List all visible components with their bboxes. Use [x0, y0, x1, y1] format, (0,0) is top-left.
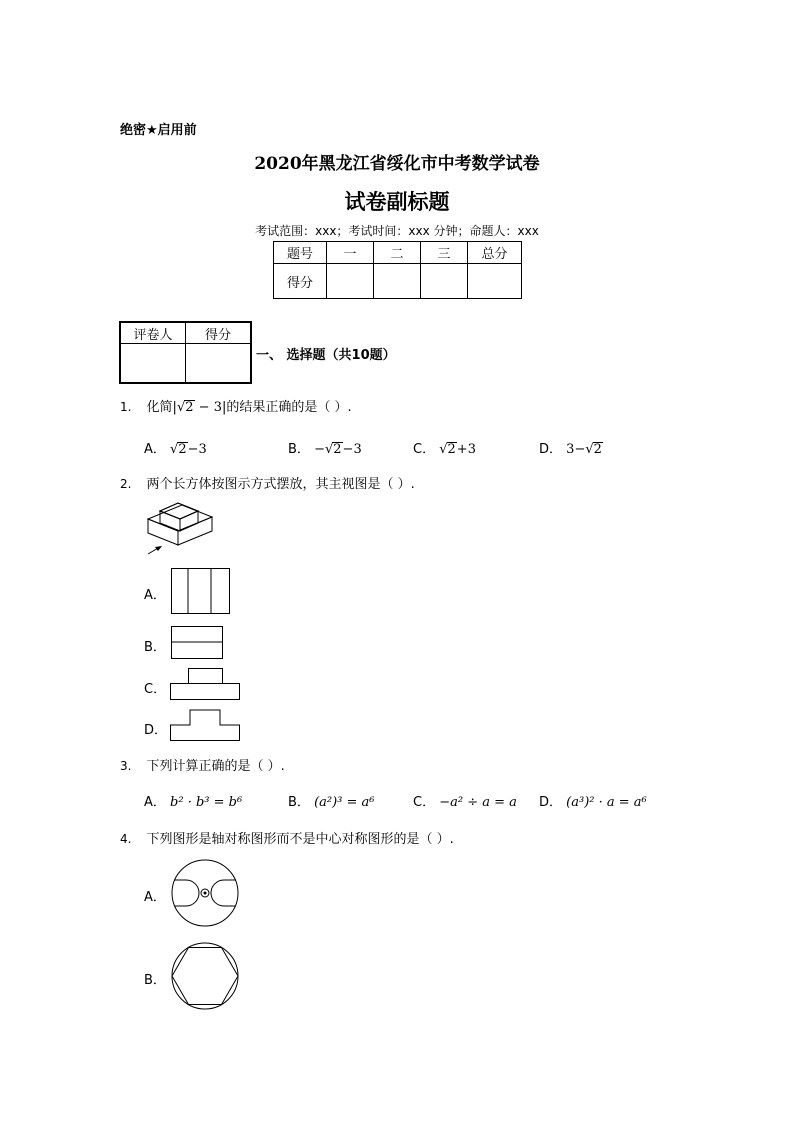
question-2: [120, 473, 415, 492]
q3-option-b[interactable]: B． (a²)³ = a⁶: [288, 795, 375, 810]
score-header-1: 一: [327, 242, 374, 264]
q2-option-b-figure[interactable]: [171, 626, 225, 661]
score-header-number: 题号: [274, 242, 327, 264]
question-number: 4.: [120, 832, 132, 846]
score-header-3: 三: [421, 242, 468, 264]
q1-option-c[interactable]: C． √2+3: [413, 442, 476, 457]
q3-option-a[interactable]: A． b² · b³ = b⁶: [144, 795, 243, 810]
q2-option-d-figure[interactable]: [170, 709, 242, 743]
q3-option-d[interactable]: D． (a³)² · a = a⁶: [539, 795, 647, 810]
question-1: [120, 396, 352, 415]
q3-option-c[interactable]: C． −a² ÷ a = a: [413, 795, 517, 810]
exam-info: 考试范围：xxx；考试时间：xxx 分钟；命题人：xxx: [255, 224, 539, 238]
q4-option-a-figure[interactable]: [170, 858, 242, 930]
grader-score-cell[interactable]: [186, 344, 252, 384]
q4-option-a-label[interactable]: A．: [144, 890, 166, 905]
q4-option-b-label[interactable]: B．: [144, 973, 166, 988]
q2-option-a-label[interactable]: A．: [144, 588, 166, 603]
question-text: 两个长方体按图示方式摆放，其主视图是（ ）.: [146, 477, 415, 492]
score-cell[interactable]: [374, 264, 421, 299]
q2-option-d-label[interactable]: D．: [144, 723, 168, 738]
q2-option-c-label[interactable]: C．: [144, 682, 167, 697]
score-cell[interactable]: [421, 264, 468, 299]
score-cell[interactable]: [468, 264, 522, 299]
question-number: 2.: [120, 477, 132, 491]
score-row-label: 得分: [274, 264, 327, 299]
grader-table: [119, 321, 252, 384]
question-text: 下列计算正确的是（ ）.: [146, 759, 285, 774]
q4-option-b-figure[interactable]: [170, 941, 242, 1013]
question-text: 下列图形是轴对称图形而不是中心对称图形的是（ ）.: [146, 832, 454, 847]
score-cell[interactable]: [327, 264, 374, 299]
question-text-start: 化简|: [146, 400, 177, 415]
q1-option-a[interactable]: A． √2−3: [144, 442, 207, 457]
score-table: [273, 241, 522, 299]
q2-option-b-label[interactable]: B．: [144, 640, 166, 655]
score-header-total: 总分: [468, 242, 522, 264]
exam-subtitle: 试卷副标题: [344, 190, 450, 214]
q1-option-b[interactable]: B． −√2−3: [288, 442, 362, 457]
q1-option-d[interactable]: D． 3−√2: [539, 442, 602, 457]
question-number: 1.: [120, 400, 132, 414]
confidential-label: 绝密★启用前: [120, 123, 197, 138]
question-4: [120, 828, 454, 847]
exam-title: 2020年黑龙江省绥化市中考数学试卷: [254, 154, 540, 174]
grader-score-header: 得分: [186, 322, 252, 344]
q2-option-c-figure[interactable]: [170, 668, 242, 702]
section-title: 一、 选择题（共10题）: [256, 348, 396, 363]
question-text-end: |的结果正确的是（ ）.: [221, 400, 352, 415]
question-3: [120, 755, 285, 774]
q2-option-a-figure[interactable]: [171, 568, 233, 616]
question-number: 3.: [120, 759, 132, 773]
grader-header: 评卷人: [120, 322, 186, 344]
score-header-2: 二: [374, 242, 421, 264]
math-expression: √2 − 3: [176, 400, 222, 415]
grader-cell[interactable]: [120, 344, 186, 384]
stacked-boxes-figure: [142, 497, 222, 561]
